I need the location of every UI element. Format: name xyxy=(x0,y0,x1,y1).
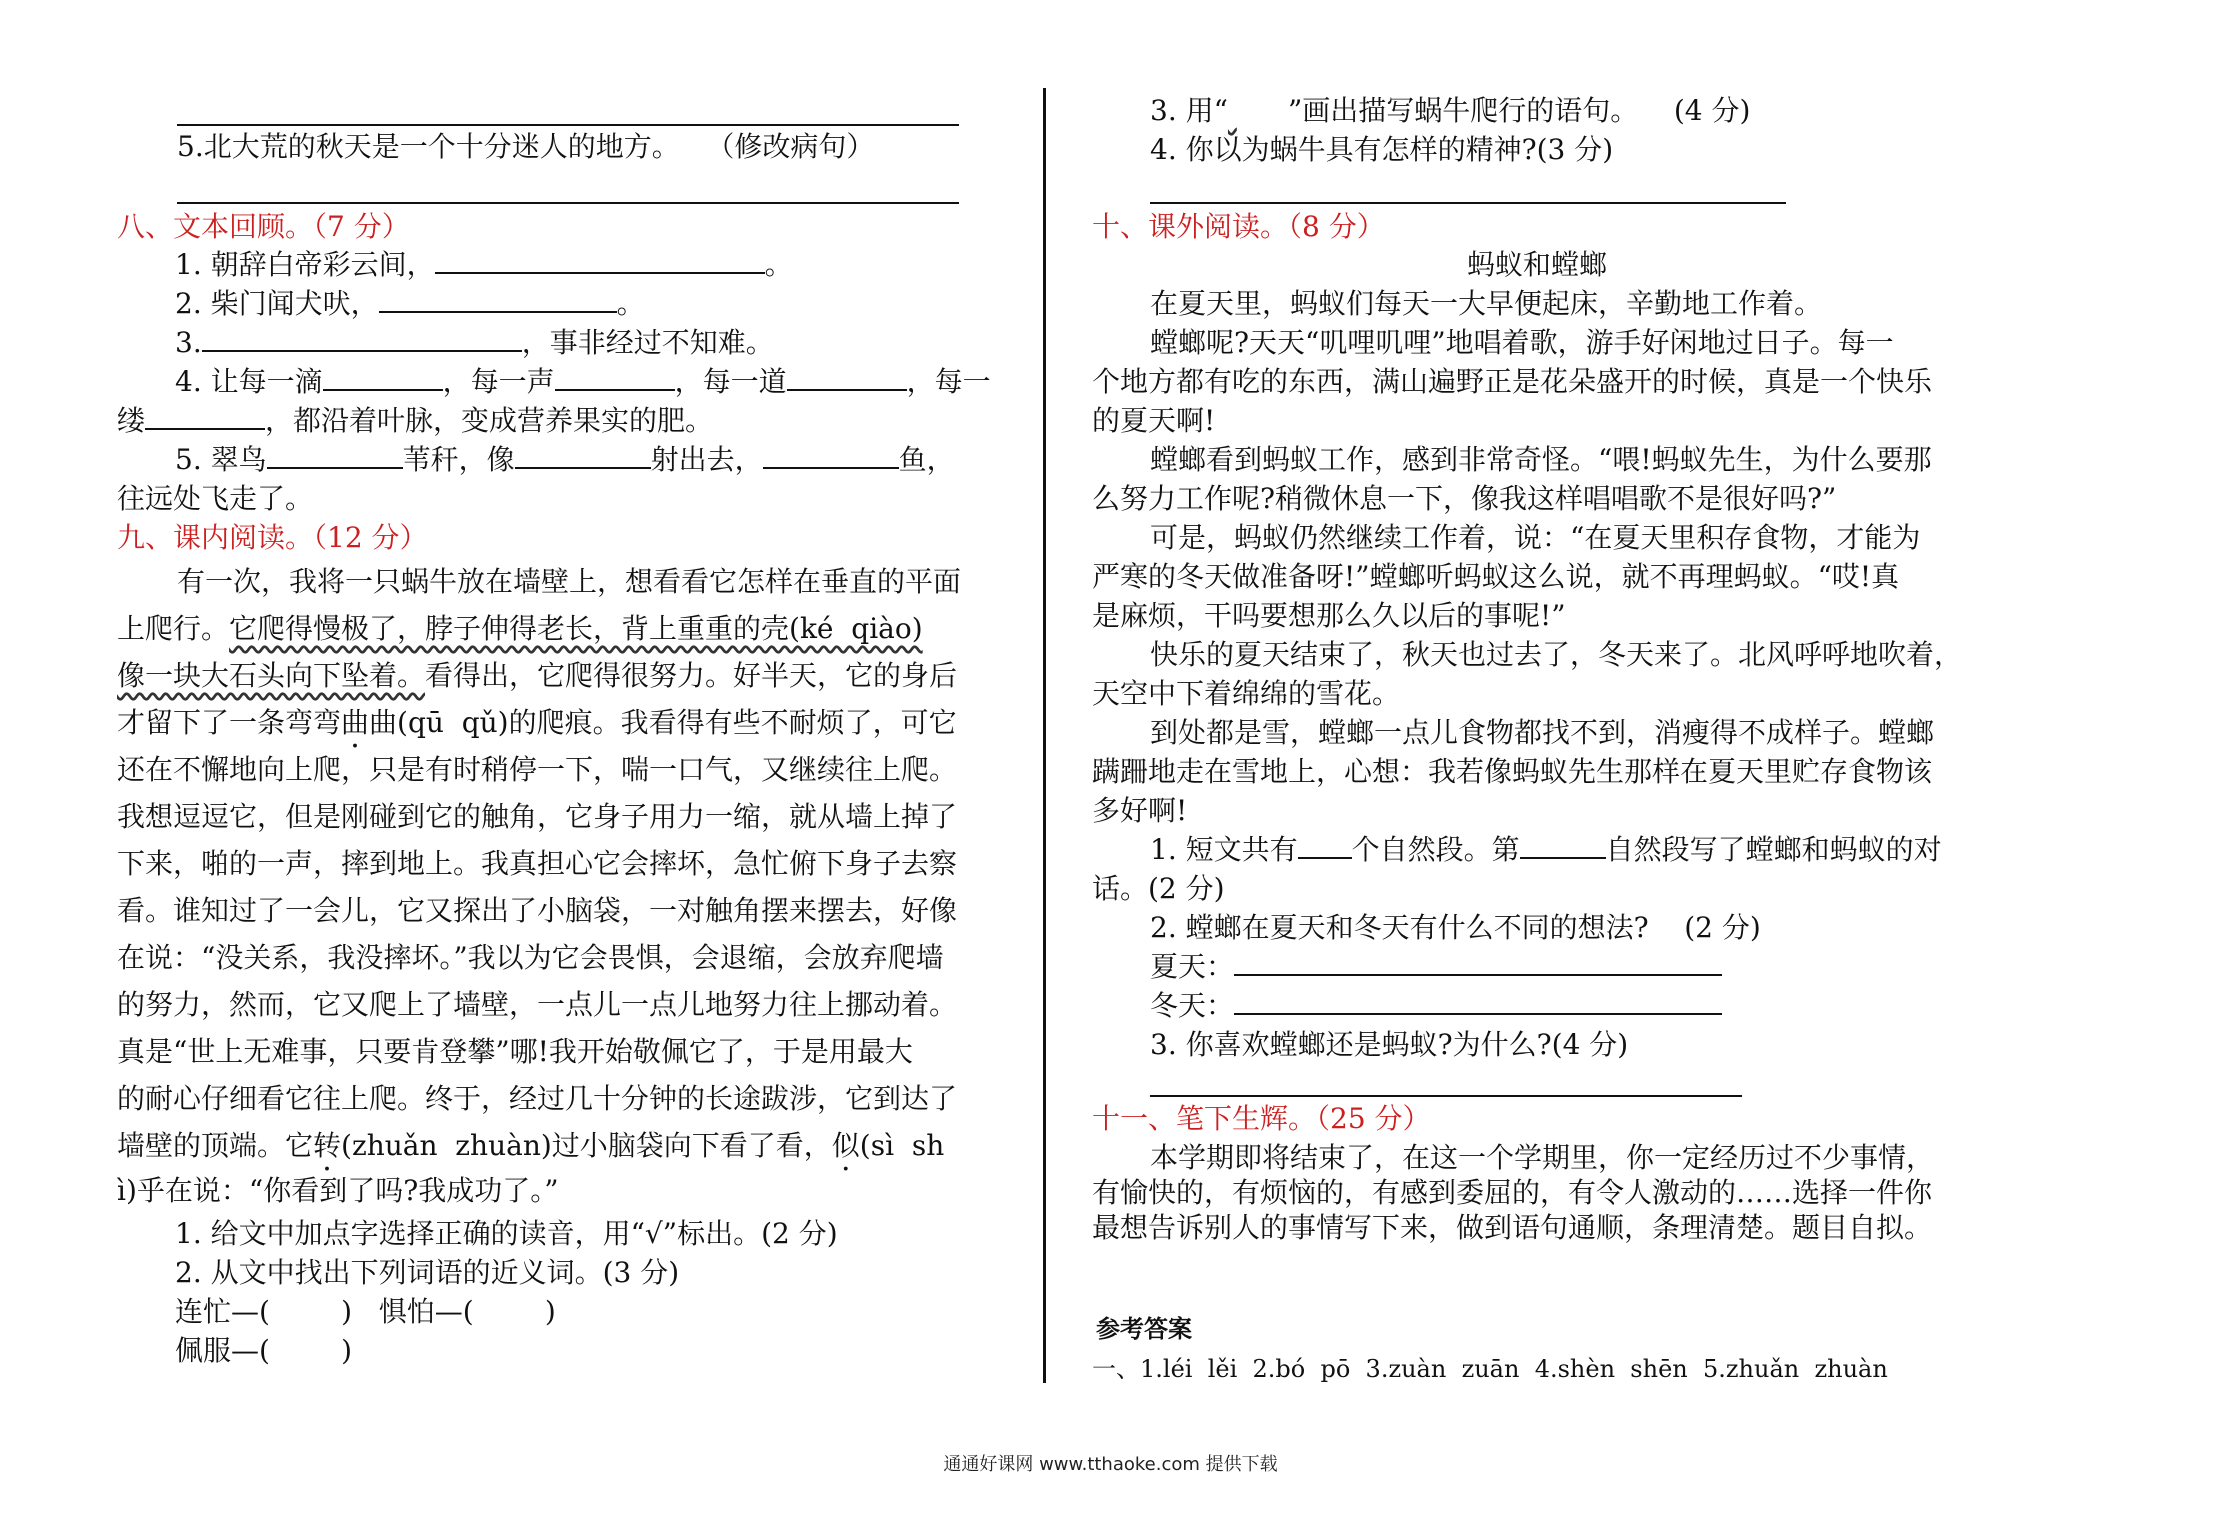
fill-blank[interactable] xyxy=(787,363,907,391)
wavy-underline: 它爬得慢极了，脖子伸得老长，背上重重的壳(ké qiào) xyxy=(229,612,923,645)
fill-blank[interactable] xyxy=(379,285,617,313)
fill-blank[interactable] xyxy=(555,363,675,391)
fill-blank[interactable] xyxy=(1298,831,1352,859)
story-line: 到处都是雪，螳螂一点儿食物都找不到，消瘦得不成样子。螳螂 xyxy=(1150,716,1935,749)
writing-prompt: 有愉快的，有烦恼的，有感到委屈的，有令人激动的……选择一件你 xyxy=(1092,1176,1933,1209)
question-10-1: 1. 短文共有 个自然段。第 自然段写了螳螂和蚂蚁的对 xyxy=(1150,833,1942,866)
passage-line: ì)乎在说：“你看到了吗?我成功了。” xyxy=(117,1174,559,1207)
passage-line: 看。谁知过了一会儿，它又探出了小脑袋，一对触角摆来摆去，好像 xyxy=(117,894,958,927)
section-8-title: 八、文本回顾。（7 分） xyxy=(117,210,410,243)
passage-line: 有一次，我将一只蜗牛放在墙壁上，想看看它怎样在垂直的平面 xyxy=(177,565,962,598)
story-title: 蚂蚁和螳螂 xyxy=(1466,248,1607,281)
fill-blank[interactable] xyxy=(323,363,443,391)
section-11-title: 十一、笔下生辉。（25 分） xyxy=(1092,1102,1431,1135)
answer-line xyxy=(177,202,959,204)
passage-line: 我想逗逗它，但是刚碰到它的触角，它身子用力一缩，就从墙上掉了 xyxy=(117,800,958,833)
passage-line: 在说：“没关系，我没摔坏。”我以为它会畏惧，会退缩，会放弃爬墙 xyxy=(117,941,944,974)
question-8-2: 2. 柴门闻犬吠， 。 xyxy=(175,287,645,320)
fill-blank[interactable] xyxy=(267,441,403,469)
answers-line: 一、1.léi lěi 2.bó pō 3.zuàn zuān 4.shèn shēn 5.zhuǎn zhuàn xyxy=(1092,1355,1888,1383)
question-9-2: 2. 从文中找出下列词语的近义词。(3 分) xyxy=(175,1256,680,1289)
passage-line: 才留下了一条弯弯曲曲(qū qǔ)的爬痕。我看得有些不耐烦了，可它 xyxy=(117,706,957,739)
story-line: 蹒跚地走在雪地上，心想：我若像蚂蚁先生那样在夏天里贮存食物该 xyxy=(1092,755,1933,788)
dotted-char: 转 xyxy=(313,1129,342,1162)
passage-line: 墙壁的顶端。它转(zhuǎn zhuàn)过小脑袋向下看了看，似(sì sh xyxy=(117,1129,945,1162)
story-line: 螳螂看到蚂蚁工作，感到非常奇怪。“喂!蚂蚁先生，为什么要那 xyxy=(1150,443,1932,476)
question-8-3: 3. ，事非经过不知难。 xyxy=(175,326,774,359)
story-line: 的夏天啊! xyxy=(1092,404,1216,437)
answer-line xyxy=(1150,202,1786,204)
story-line: 螳螂呢?天天“叽哩叽哩”地唱着歌，游手好闲地过日子。每一 xyxy=(1150,326,1894,359)
answer-line xyxy=(1150,1095,1742,1097)
wavy-underline: 像一块大石头向下坠着。 xyxy=(117,659,426,692)
dotted-char: 似 xyxy=(831,1129,860,1162)
question-10-1-cont: 话。(2 分) xyxy=(1092,872,1225,905)
question-8-4-cont: 缕 ，都沿着叶脉，变成营养果实的肥。 xyxy=(117,404,714,437)
story-line: 个地方都有吃的东西，满山遍野正是花朵盛开的时候，真是一个快乐 xyxy=(1092,365,1933,398)
answers-title: 参考答案 xyxy=(1096,1314,1192,1343)
passage-line: 还在不懈地向上爬，只是有时稍停一下，喘一口气，又继续往上爬。 xyxy=(117,753,958,786)
fill-blank[interactable] xyxy=(435,246,765,274)
passage-line: 真是“世上无难事，只要肯登攀”哪!我开始敬佩它了，于是用最大 xyxy=(117,1035,913,1068)
footer-credit: 通通好课网 www.tthaoke.com 提供下载 xyxy=(943,1454,1278,1475)
fill-blank[interactable] xyxy=(1520,831,1606,859)
story-line: 快乐的夏天结束了，秋天也过去了，冬天来了。北风呼呼地吹着， xyxy=(1150,638,1963,671)
passage-line: 下来，啪的一声，摔到地上。我真担心它会摔坏，急忙俯下身子去察 xyxy=(117,847,958,880)
section-10-title: 十、课外阅读。（8 分） xyxy=(1092,210,1385,243)
column-divider xyxy=(1043,88,1046,1383)
story-line: 么努力工作呢?稍微休息一下，像我这样唱唱歌不是很好吗?” xyxy=(1092,482,1837,515)
fill-blank[interactable] xyxy=(763,441,899,469)
passage-line: 的耐心仔细看它往上爬。终于，经过几十分钟的长途跋涉，它到达了 xyxy=(117,1082,958,1115)
question-10-2: 2. 螳螂在夏天和冬天有什么不同的想法? (2 分) xyxy=(1150,911,1761,944)
fill-blank[interactable] xyxy=(202,324,522,352)
question-9-2-items: 连忙—( ) 惧怕—( ) xyxy=(175,1295,556,1328)
question-8-1: 1. 朝辞白帝彩云间， 。 xyxy=(175,248,793,281)
story-line: 严寒的冬天做准备呀!”螳螂听蚂蚁这么说，就不再理蚂蚁。“哎!真 xyxy=(1092,560,1900,593)
winter-answer: 冬天： xyxy=(1150,987,1722,1025)
passage-line: 上爬行。它爬得慢极了，脖子伸得老长，背上重重的壳(ké qiào) xyxy=(117,612,923,645)
writing-prompt: 本学期即将结束了，在这一个学期里，你一定经历过不少事情， xyxy=(1150,1141,1935,1174)
writing-prompt: 最想告诉别人的事情写下来，做到语句通顺，条理清楚。题目自拟。 xyxy=(1092,1211,1933,1244)
question-10-3: 3. 你喜欢螳螂还是蚂蚁?为什么?(4 分) xyxy=(1150,1028,1629,1061)
story-line: 天空中下着绵绵的雪花。 xyxy=(1092,677,1401,710)
summer-answer: 夏天： xyxy=(1150,948,1722,986)
passage-line: 像一块大石头向下坠着。看得出，它爬得很努力。好半天，它的身后 xyxy=(117,659,958,692)
question-8-5: 5. 翠鸟 苇秆，像 射出去， 鱼， xyxy=(175,443,955,476)
passage-line: 的努力，然而，它又爬上了墙壁，一点儿一点儿地努力往上挪动着。 xyxy=(117,988,958,1021)
question-7-5: 5.北大荒的秋天是一个十分迷人的地方。 （修改病句） xyxy=(177,130,875,163)
question-8-5-cont: 往远处飞走了。 xyxy=(117,482,314,515)
fill-blank[interactable] xyxy=(515,441,651,469)
question-9-1: 1. 给文中加点字选择正确的读音，用“√”标出。(2 分) xyxy=(175,1217,838,1250)
question-9-4: 4. 你以为蜗牛具有怎样的精神?(3 分) xyxy=(1150,133,1614,166)
story-line: 在夏天里，蚂蚁们每天一大早便起床，辛勤地工作着。 xyxy=(1150,287,1823,320)
dotted-char: 曲 xyxy=(341,706,370,739)
wavy-sample xyxy=(1228,92,1288,130)
story-line: 是麻烦，干吗要想那么久以后的事呢!” xyxy=(1092,599,1566,632)
section-9-title: 九、课内阅读。（12 分） xyxy=(117,521,428,554)
fill-blank[interactable] xyxy=(145,402,265,430)
fill-blank[interactable] xyxy=(1234,987,1722,1015)
story-line: 可是，蚂蚁仍然继续工作着，说：“在夏天里积存食物，才能为 xyxy=(1150,521,1921,554)
fill-blank[interactable] xyxy=(1234,948,1722,976)
question-9-3: 3. 用“ ”画出描写蜗牛爬行的语句。 (4 分) xyxy=(1150,92,1750,130)
story-line: 多好啊! xyxy=(1092,794,1188,827)
question-9-2-items: 佩服—( ) xyxy=(175,1334,353,1367)
answer-line xyxy=(177,124,959,126)
question-8-4: 4. 让每一滴 ，每一声 ，每一道 ，每一 xyxy=(175,365,991,398)
